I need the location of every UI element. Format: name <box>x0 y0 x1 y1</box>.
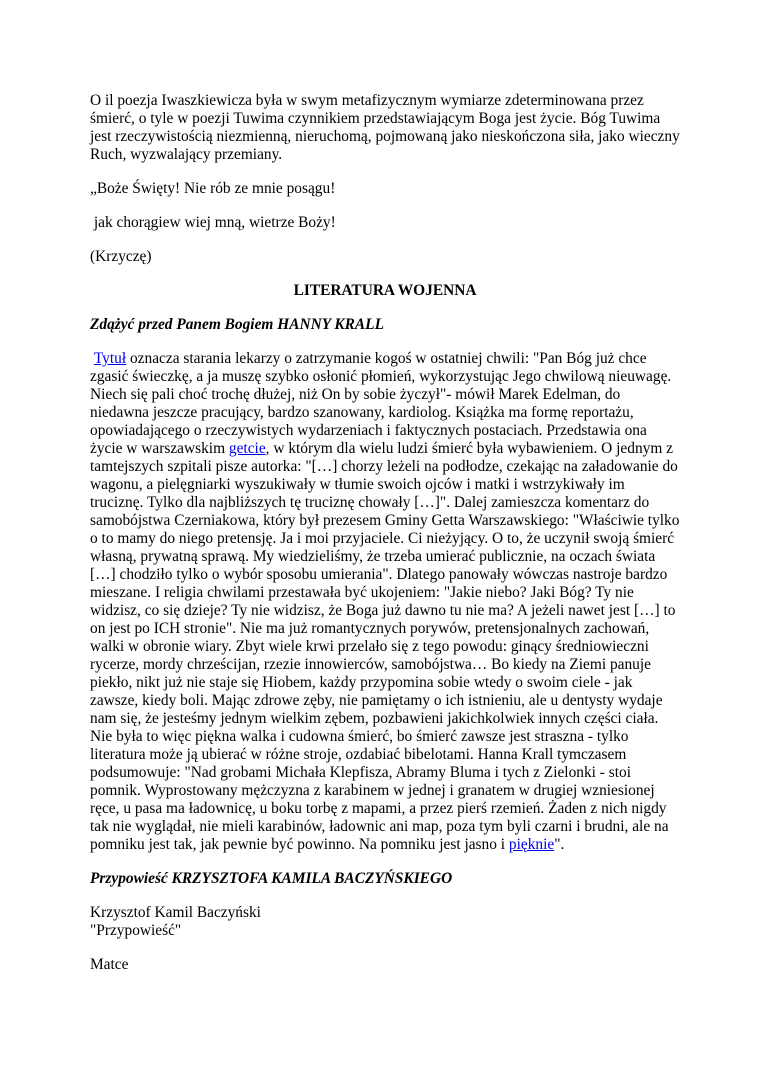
body-text-1: oznacza starania lekarzy o zatrzymanie kogoś w ostatniej chwili: "Pan Bóg już chce zgasić świeczkę, a ja muszę szybko osłonić płomień, wykorzystując Jego chwilową nieuwagę. Niech się pali choć trochę dłużej, niż On by sobie życzył"- mówił Marek Edelman, do niedawna jeszcze pracujący, bardzo szanowany, kardiolog. Książka ma formę reportażu, opowiadającego o rzeczywistych wydarzeniach i faktycznych postaciach. Przedstawia ona życie w warszawskim <box>90 350 676 457</box>
poem-title: "Przypowieść" <box>90 922 182 939</box>
quote-line-2: jak chorągiew wiej mną, wietrze Boży! <box>90 214 336 231</box>
link-getcie[interactable]: getcie <box>228 440 266 457</box>
quote-source: (Krzyczę) <box>90 248 152 265</box>
subheading-krall: Zdążyć przed Panem Bogiem HANNY KRALL <box>90 316 384 333</box>
intro-paragraph: O il poezja Iwaszkiewicza była w swym metafizycznym wymiarze zdeterminowana przez śmierć, o tyle w poezji Tuwima czynnikiem przedstawiającym Boga jest życie. Bóg Tuwima jest rzeczywistością niezmienną, nieruchomą, pojmowaną jako nieskończona siła, jako wieczny Ruch, wyzwalający przemiany. <box>90 92 684 163</box>
subheading-baczynski: Przypowieść KRZYSZTOFA KAMILA BACZYŃSKIEGO <box>90 870 453 887</box>
section-title: LITERATURA WOJENNA <box>293 282 477 299</box>
link-tytul[interactable]: Tytuł <box>93 350 127 367</box>
poem-header <box>90 904 680 940</box>
body-text-2: , w którym dla wielu ludzi śmierć była wybawieniem. O jednym z tamtejszych szpitali pisze autorka: "[…] chorzy leżeli na podłodze, czekając na załadowanie do wagonu, a pielęgniarki wyszukiwały w tłumie swoich ojców i matki i wstrzykiwały im truciznę. Tylko dla najbliższych tę truciznę chowały […]". Dalej zamieszcza komentarz do samobójstwa Czerniakowa, który był prezesem Gminy Getta Warszawskiego: "Właściwie tylko o to mamy do niego pretensję. Ja i moi przyjaciele. Ci nieżyjący. O to, że uczynił swoją śmierć własną, prywatną sprawą. My wiedzieliśmy, że trzeba umierać publicznie, na oczach świata […] chodziło tylko o wybór sposobu umierania". Dlatego panowały wówczas nastroje bardzo mieszane. I religia chwilami przestawała być ukojeniem: "Jakie niebo? Jaki Bóg? Ty nie widzisz, co się dzieje? Ty nie widzisz, że Boga już dawno tu nie ma? A jeżeli nawet jest […] to on jest po ICH stronie". Nie ma już romantycznych porywów, pretensjonalnych zachowań, walki w obronie wiary. Zbyt wiele krwi przelało się z tego powodu: ginący średniowieczni rycerze, mordy chrześcijan, rzezie innowierców, samobójstwa… Bo kiedy na Ziemi panuje piekło, nikt już nie staje się Hiobem, każdy przypomina sobie wtedy o swoim ciele - jak zawsze, kiedy boli. Mając zdrowe zęby, nie pamiętamy o ich istnieniu, ale u dentysty wydaje nam się, że jesteśmy jednym wielkim zębem, pozbawieni jakichkolwiek innych części ciała. Nie była to więc piękna walka i cudowna śmierć, bo śmierć zawsze jest straszna - tylko literatura może ją ubierać w różne stroje, ozdabiać bibelotami. Hanna Krall tymczasem podsumowuje: "Nad grobami Michała Klepfisza, Abramy Bluma i tych z Zielonki - stoi pomnik. Wyprostowany mężczyzna z karabinem w jednej i granatem w drugiej wzniesionej ręce, u pasa ma ładownicę, u boku torbę z mapami, a przez pierś rzemień. Żaden z nich nigdy tak nie wyglądał, nie mieli karabinów, ładownic ani map, poza tym byli czarni i brudni, ale na pomniku jest tak, jak pewnie być powinno. Na pomniku jest jasno i <box>90 440 684 853</box>
document-page <box>90 92 684 974</box>
author-line: Krzysztof Kamil Baczyński <box>90 904 261 921</box>
dedication: Matce <box>90 956 129 973</box>
link-pieknie[interactable]: pięknie <box>508 836 555 853</box>
body-text-3: ". <box>554 836 565 853</box>
quote-line-1: „Boże Święty! Nie rób ze mnie posągu! <box>90 180 336 197</box>
krall-body-paragraph <box>90 350 684 854</box>
